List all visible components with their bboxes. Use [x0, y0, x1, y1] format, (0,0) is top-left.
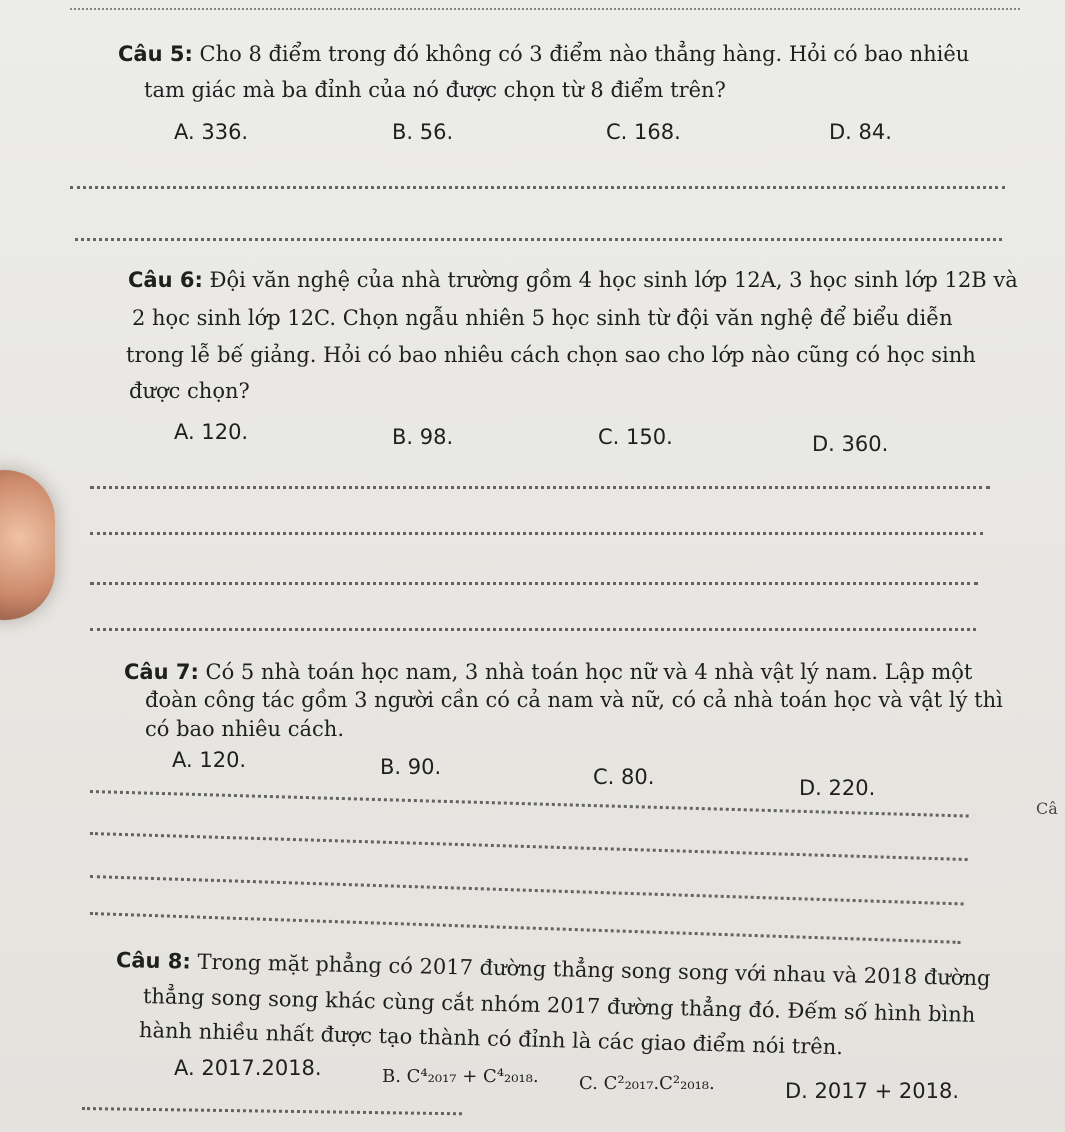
question-5-answer-c[interactable]: C. 168. [606, 120, 681, 144]
question-7-answer-b[interactable]: B. 90. [380, 755, 442, 779]
answer-line [90, 532, 983, 535]
question-5-line-1 [118, 42, 969, 66]
answer-line [90, 486, 990, 489]
answer-line [90, 875, 964, 905]
question-7-answer-d[interactable]: D. 220. [799, 776, 876, 800]
answer-line [90, 832, 968, 861]
question-8-answer-a[interactable]: A. 2017.2018. [174, 1056, 322, 1080]
question-6-answer-b[interactable]: B. 98. [392, 425, 454, 449]
question-7-text-1: Có 5 nhà toán học nam, 3 nhà toán học nữ và 4 nhà vật lý nam. Lập một [205, 660, 973, 684]
question-6-text-1: Đội văn nghệ của nhà trường gồm 4 học sinh lớp 12A, 3 học sinh lớp 12B và [209, 268, 1018, 292]
question-5-answer-b[interactable]: B. 56. [392, 120, 454, 144]
finger [0, 470, 55, 620]
answer-line [90, 628, 976, 631]
answer-line [90, 582, 978, 585]
question-7-line-3: có bao nhiêu cách. [145, 717, 344, 741]
answer-line [70, 186, 1005, 189]
question-8-line-3: hành nhiều nhất được tạo thành có đỉnh là các giao điểm nói trên. [138, 1018, 844, 1060]
question-6-answer-d[interactable]: D. 360. [812, 432, 889, 456]
question-5-line-2: tam giác mà ba đỉnh của nó được chọn từ 8 điểm trên? [144, 78, 726, 102]
question-5-answer-a[interactable]: A. 336. [174, 120, 249, 144]
question-6-answer-a[interactable]: A. 120. [174, 420, 249, 444]
question-8-text-1: Trong mặt phẳng có 2017 đường thẳng song song với nhau và 2018 đường [197, 949, 991, 991]
question-8-answer-d[interactable]: D. 2017 + 2018. [785, 1079, 960, 1103]
question-8-line-1 [116, 948, 991, 990]
question-7-line-2: đoàn công tác gồm 3 người cần có cả nam và nữ, có cả nhà toán học và vật lý thì [145, 688, 1003, 712]
question-6-line-4: được chọn? [129, 379, 250, 403]
question-8-answer-c[interactable]: C. C²₂₀₁₇.C²₂₀₁₈. [579, 1073, 715, 1094]
question-6-answer-c[interactable]: C. 150. [598, 425, 673, 449]
question-6-line-3: trong lễ bế giảng. Hỏi có bao nhiêu cách chọn sao cho lớp nào cũng có học sinh [126, 343, 976, 367]
question-8-answer-b[interactable]: B. C⁴₂₀₁₇ + C⁴₂₀₁₈. [382, 1066, 539, 1087]
question-5-text-1: Cho 8 điểm trong đó không có 3 điểm nào thẳng hàng. Hỏi có bao nhiêu [199, 42, 970, 66]
margin-text-fragment: Câ [1036, 799, 1058, 818]
question-8-line-2: thẳng song song khác cùng cắt nhóm 2017 đường thẳng đó. Đếm số hình bình [142, 984, 976, 1027]
question-6-label: Câu 6: [128, 268, 203, 292]
answer-line [90, 912, 961, 944]
answer-line [75, 238, 1002, 241]
question-6-line-2: 2 học sinh lớp 12C. Chọn ngẫu nhiên 5 học sinh từ đội văn nghệ để biểu diễn [132, 306, 953, 330]
question-7-label: Câu 7: [124, 660, 199, 684]
question-7-answer-a[interactable]: A. 120. [172, 748, 247, 772]
question-5-answer-d[interactable]: D. 84. [829, 120, 892, 144]
question-7-line-1 [124, 660, 972, 684]
top-dotted-line [70, 8, 1020, 10]
answer-line [82, 1107, 462, 1115]
question-8-label: Câu 8: [115, 948, 192, 974]
question-7-answer-c[interactable]: C. 80. [593, 765, 655, 789]
question-6-line-1 [128, 268, 1018, 292]
question-5-label: Câu 5: [118, 42, 193, 66]
